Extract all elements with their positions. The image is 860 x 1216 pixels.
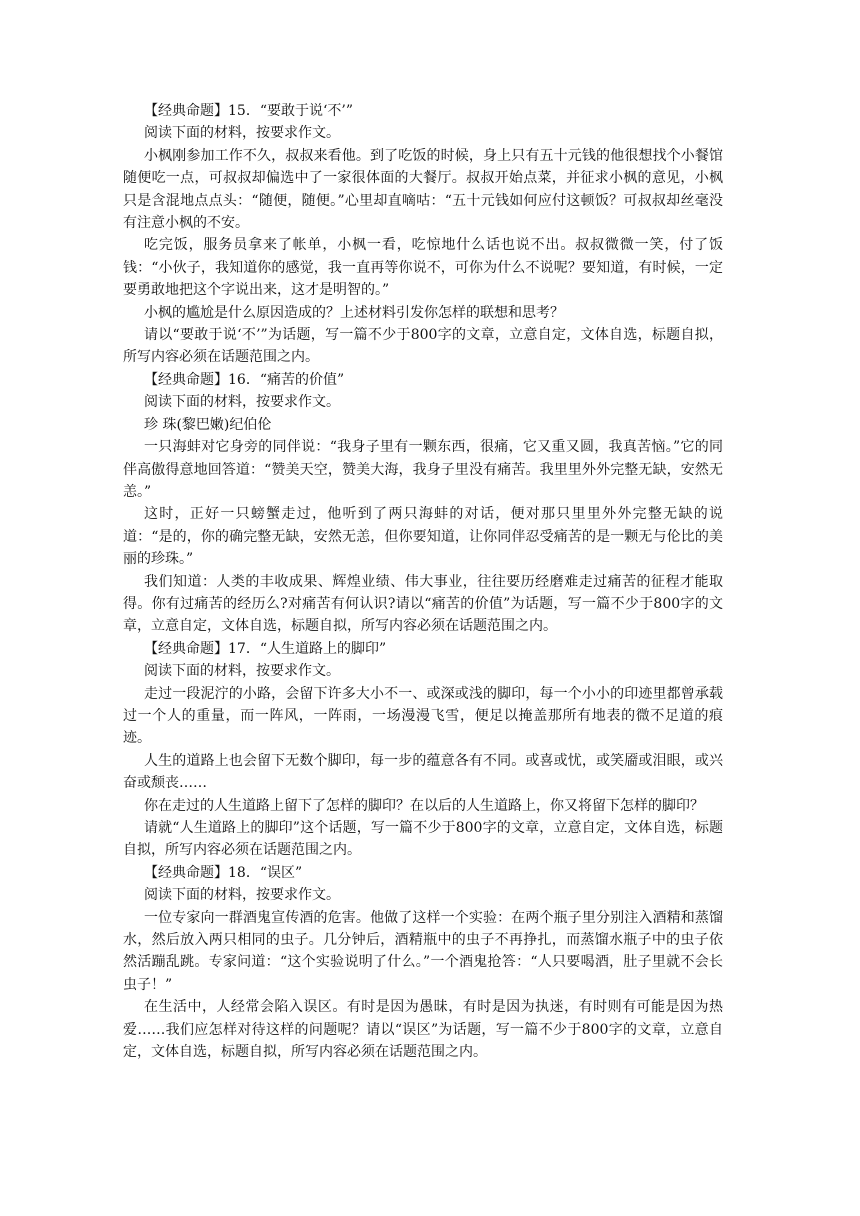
prompt-16-material-para-1: 一只海蚌对它身旁的同伴说：“我身子里有一颗东西，很痛，它又重又圆，我真苦恼。”它的同伴高傲得意地回答道：“赞美天空，赞美大海，我身子里没有痛苦。我里里外外完整无缺，安然无恙。” [123, 439, 723, 500]
prompt-16-material-para-2: 这时，正好一只螃蟹走过，他听到了两只海蚌的对话，便对那只里里外外完整无缺的说道：“是的，你的确完整无缺，安然无恙，但你要知道，让你同伴忍受痛苦的是一颗无与伦比的美丽的珍珠。” [123, 506, 723, 568]
prompt-15-heading: 【经典命题】15．“要敢于说‘不’” [144, 103, 354, 119]
prompt-18-requirement: 在生活中，人经常会陷入误区。有时是因为愚昧，有时是因为执迷，有时则有可能是因为热爱……我们应怎样对待这样的问题呢？请以“误区”为话题，写一篇不少于800字的文章，立意自定，文体自选，标题自拟，所写内容必须在话题范围之内。 [123, 999, 723, 1061]
prompt-17-material-para-1: 走过一段泥泞的小路，会留下许多大小不一、或深或浅的脚印，每一个小小的印迹里都曾承载过一个人的重量，而一阵风，一阵雨，一场漫漫飞雪，便足以掩盖那所有地表的微不足道的痕迹。 [123, 685, 723, 747]
prompt-15-instruction: 阅读下面的材料，按要求作文。 [144, 125, 340, 142]
prompt-16-requirement: 我们知道：人类的丰收成果、辉煌业绩、伟大事业，往往要历经磨难走过痛苦的征程才能取得。你有过痛苦的经历么?对痛苦有何认识?请以“痛苦的价值”为话题，写一篇不少于800字的文章，立意自定，文体自选，标题自拟，所写内容必须在话题范围之内。 [123, 573, 723, 635]
prompt-17-material-para-2: 人生的道路上也会留下无数个脚印，每一步的蕴意各有不同。或喜或忧，或笑靥或泪眼，或兴奋或颓丧…… [123, 752, 723, 792]
prompt-17-heading: 【经典命题】17．“人生道路上的脚印” [144, 640, 387, 657]
document-body [123, 100, 723, 1063]
prompt-17-requirement: 请就“人生道路上的脚印”这个话题，写一篇不少于800字的文章，立意自定，文体自选，标题自拟，所写内容必须在话题范围之内。 [123, 820, 723, 859]
prompt-15-question: 小枫的尴尬是什么原因造成的？上述材料引发你怎样的联想和思考？ [144, 304, 564, 321]
prompt-16-instruction: 阅读下面的材料，按要求作文。 [144, 394, 340, 411]
prompt-16-heading: 【经典命题】16．“痛苦的价值” [144, 371, 345, 388]
prompt-15-material-para-2: 吃完饭，服务员拿来了帐单，小枫一看，吃惊地什么话也说不出。叔叔微微一笑，付了饭钱：“小伙子，我知道你的感觉，我一直再等你说不，可你为什么不说呢？要知道，有时候，一定要勇敢地把这个字说出来，这才是明智的。” [123, 237, 723, 299]
prompt-18-material: 一位专家向一群酒鬼宣传酒的危害。他做了这样一个实验：在两个瓶子里分别注入酒精和蒸馏水，然后放入两只相同的虫子。几分钟后，酒精瓶中的虫子不再挣扎，而蒸馏水瓶子中的虫子依然活蹦乱跳。专家问道：“这个实验说明了什么。”一个酒鬼抢答：“人只要喝酒，肚子里就不会长虫子！” [123, 909, 723, 993]
prompt-15-material-para-1: 小枫刚参加工作不久，叔叔来看他。到了吃饭的时候，身上只有五十元钱的他很想找个小餐馆随便吃一点，可叔叔却偏选中了一家很体面的大餐厅。叔叔开始点菜，并征求小枫的意见，小枫只是含混地点点头：“随便，随便。”心里却直嘀咕：“五十元钱如何应付这顿饭？可叔叔却丝毫没有注意小枫的不安。 [123, 147, 723, 232]
prompt-18-instruction: 阅读下面的材料，按要求作文。 [144, 887, 340, 904]
prompt-15-requirement: 请以“要敢于说‘不’”为话题，写一篇不少于800字的文章，立意自定，文体自选，标题自拟，所写内容必须在话题范围之内。 [123, 327, 723, 366]
prompt-17-instruction: 阅读下面的材料，按要求作文。 [144, 663, 340, 680]
prompt-17-question: 你在走过的人生道路上留下了怎样的脚印？在以后的人生道路上，你又将留下怎样的脚印？ [144, 797, 704, 814]
prompt-16-source: 珍 珠(黎巴嫩)纪伯伦 [144, 416, 272, 433]
prompt-18-heading: 【经典命题】18．“误区” [144, 864, 303, 881]
